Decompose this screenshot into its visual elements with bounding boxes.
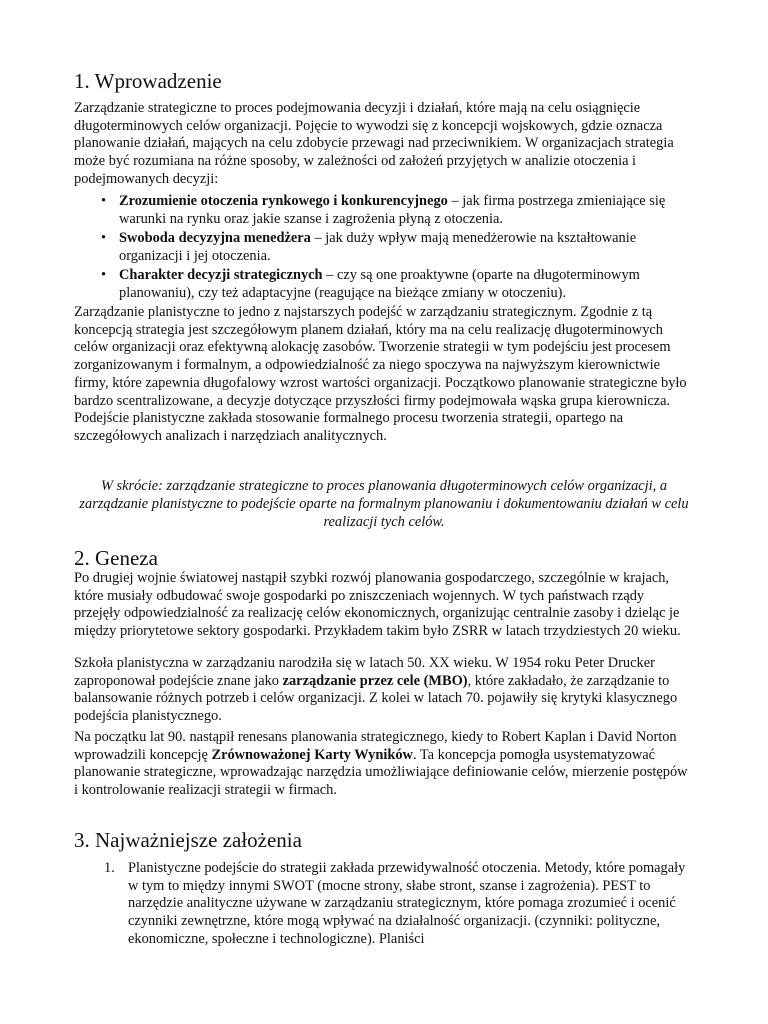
section-1-paragraph-1: Zarządzanie strategiczne to proces podejmowania decyzji i działań, które mają na celu osiągnięcie długoterminowych celów organizacji. Pojęcie to wywodzi się z koncepcji wojskowych, gdzie oznacza planowanie działań, mających na celu zdobycie przewagi nad przeciwnikiem. W organizacjach strategia może być rozumiana na różne sposoby, w zależności od założeń przyjętych w analizie otoczenia i podejmowanych decyzji: <box>74 100 674 187</box>
item-number: 1. <box>104 860 115 876</box>
text-run: . Ta koncepcja pomogła usystematyzować planowanie strategiczne, wprowadzając narzędzia umożliwiające definiowanie celów, mierzenie postępów i kontrolowanie realizacji strategii w firmach. <box>74 746 688 799</box>
section-1-paragraph-2: Zarządzanie planistyczne to jedno z najstarszych podejść w zarządzaniu strategicznym. Zgodnie z tą koncepcją strategia jest szczegółowym planem działań, który ma na celu realizację długoterminowych celów organizacji oraz efektywną alokację zasobów. Tworzenie strategii w tym podejściu jest procesem zorganizowanym i formalnym, a odpowiedzialność za niego spoczywa na najwyższym kierownictwie firmy, które zapewnia długofalowy wzrost wartości organizacji. Początkowo planowanie strategiczne było bardzo scentralizowane, a decyzje dotyczące przyszłości firmy podejmowała wąska grupa kierownicza. Podejście planistyczne zakłada stosowanie formalnego procesu tworzenia strategii, opartego na szczegółowych analizach i narzędziach analitycznych. <box>74 304 687 444</box>
section-3-numbered-list <box>74 860 694 949</box>
term-mbo: zarządzanie przez cele (MBO) <box>282 672 468 689</box>
bullet-item <box>74 230 694 265</box>
section-2-paragraph-1: Po drugiej wojnie światowej nastąpił szybki rozwój planowania gospodarczego, szczególnie w krajach, które musiały odbudować swoje gospodarki po zniszczeniach wojennych. W tych państwach rządy przejęły odpowiedzialność za realizację celów ekonomicznych, organizując centralnie zasoby i dzieląc je między priorytetowe sektory gospodarki. Przykładem takim było ZSRR w latach trzydziestych 20 wieku. <box>74 570 681 640</box>
bullet-term: Swoboda decyzyjna menedżera <box>119 229 311 246</box>
text-run: Na początku lat 90. nastąpił renesans planowania strategicznego, kiedy to Robert Kaplan i David Norton wprowadzili koncepcję <box>74 729 677 763</box>
bullet-item <box>74 193 694 228</box>
section-1-bullet-list <box>74 193 694 304</box>
term-balanced-scorecard: Zrównoważonej Karty Wyników <box>211 746 413 763</box>
section-2-heading: 2. Geneza <box>74 546 158 570</box>
section-3-heading: 3. Najważniejsze założenia <box>74 828 302 852</box>
bullet-description: – czy są one proaktywne (oparte na długoterminowym planowaniu), czy też adaptacyjne (reagujące na bieżące zmiany w otoczeniu). <box>119 266 640 301</box>
bullet-marker: • <box>101 193 107 209</box>
numbered-item <box>74 860 694 949</box>
bullet-description: – jak firma postrzega zmieniające się warunki na rynku oraz jakie szanse i zagrożenia płyną z otoczenia. <box>119 193 666 227</box>
bullet-marker: • <box>101 229 107 246</box>
section-1-summary: W skrócie: zarządzanie strategiczne to proces planowania długoterminowych celów organizacji, a zarządzanie planistyczne to podejście oparte na formalnym planowaniu i dokumentowaniu działań w celu realizacji tych celów. <box>79 478 689 530</box>
bullet-item <box>74 267 694 302</box>
text-run: , które zakładało, że zarządzanie to balansowanie różnych potrzeb i celów organizacji. Z kolei w latach 70. pojawiły się krytyki klasycznego podejścia planistycznego. <box>74 672 678 725</box>
section-2-paragraph-2 <box>74 655 694 726</box>
bullet-description: – jak duży wpływ mają menedżerowie na kształtowanie organizacji i jej otoczenia. <box>119 229 637 264</box>
section-1-heading: 1. Wprowadzenie <box>74 69 222 93</box>
bullet-term: Charakter decyzji strategicznych <box>119 266 323 283</box>
bullet-marker: • <box>101 266 107 283</box>
text-run: Szkoła planistyczna w zarządzaniu narodziła się w latach 50. XX wieku. W 1954 roku Peter Drucker zaproponował podejście znane jako <box>74 655 655 689</box>
section-2-paragraph-3 <box>74 729 694 800</box>
item-text: Planistyczne podejście do strategii zakłada przewidywalność otoczenia. Metody, które pomagały w tym to między innymi SWOT (mocne strony, słabe stront, szanse i zagrożenia). PEST to narzędzie analityczne używane w zarządzaniu strategicznym, które pomaga zrozumieć i ocenić czynniki zewnętrzne, które mogą wpływać na działalność organizacji. (czynniki: polityczne, ekonomiczne, społeczne i technologiczne). Planiści <box>128 860 686 947</box>
bullet-term: Zrozumienie otoczenia rynkowego i konkurencyjnego <box>119 193 448 209</box>
